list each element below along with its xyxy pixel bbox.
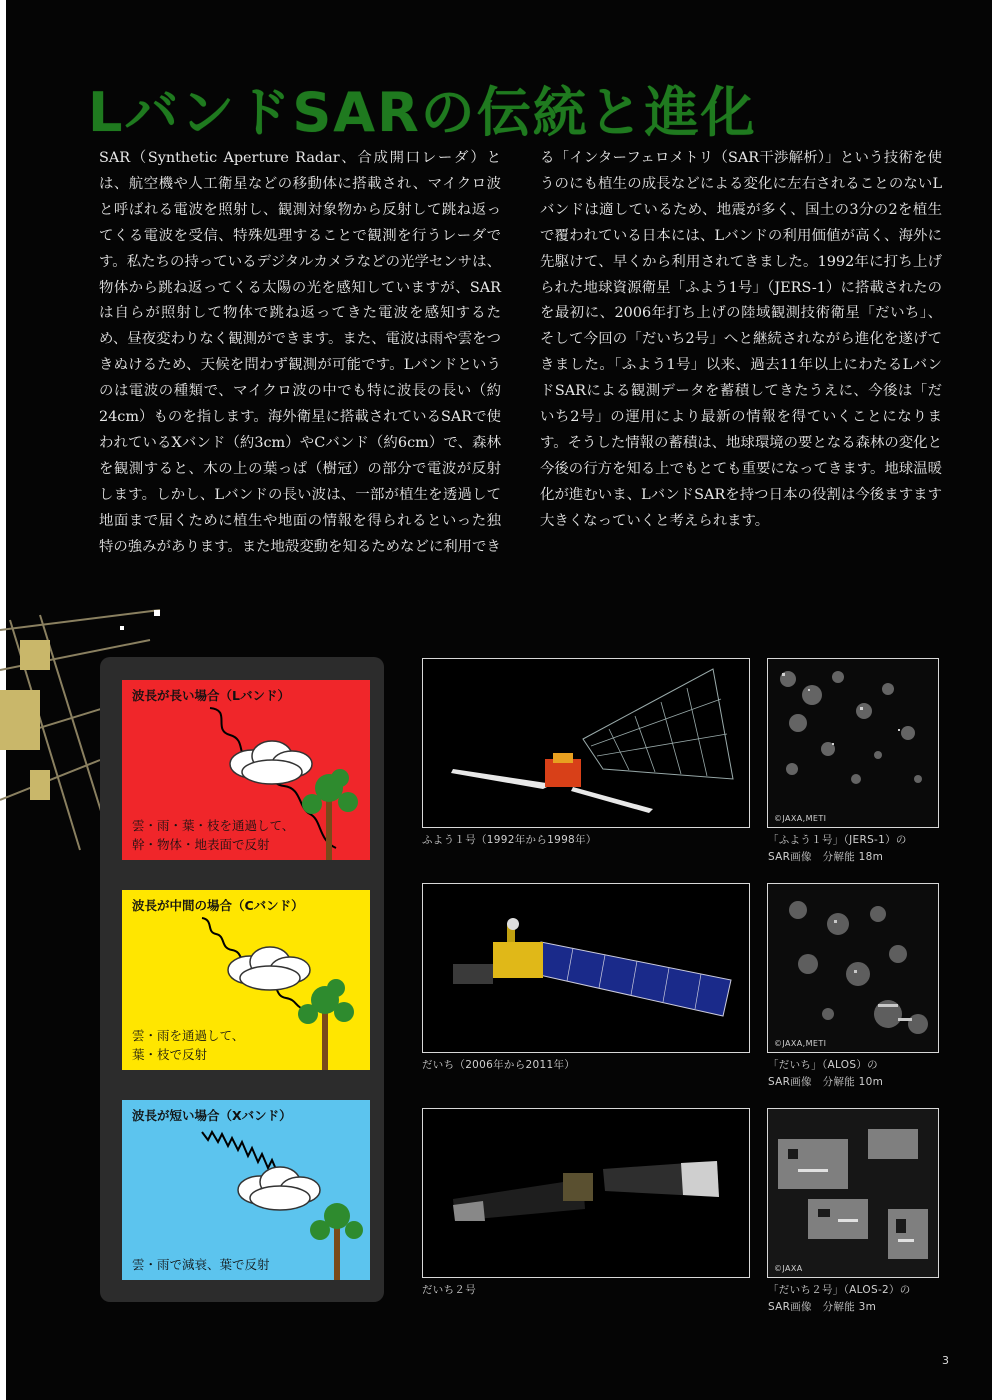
fuyo-1-satellite-image [422,658,750,828]
l-band-desc-line1: 雲・雨・葉・枝を通過して、 [132,818,295,833]
page-number: 3 [942,1354,949,1367]
daichi-satellite-illustration [423,884,749,1052]
page-title: LバンドSARの伝統と進化 [88,81,757,144]
band-diagram-panel [100,657,384,1302]
l-band-diagram [122,680,370,860]
daichi-2-sar-caption [768,1282,911,1316]
body-text-left-column: SAR（Synthetic Aperture Radar、合成開口レーダ）とは、航空機や人工衛星などの移動体に搭載され、マイクロ波と呼ばれる電波を照射し、観測対象物から反射して跳ね返ってくる電波を受信、特殊処理することで観測を行うレーダです。私たちの持っているデジタルカメラなどの光学センサは、物体から跳ね返ってくる太陽の光を感知していますが、SARは自らが照射して物体で跳ね返ってきた電波を感知するため、昼夜変わりなく観測ができます。また、電波は雨や雲をつきぬけるため、天候を問わず観測が可能です。Lバンドというのは電波の種類で、マイクロ波の中でも特に波長の長い（約24cm）ものを指します。海外衛星に搭載されているSARで使われているXバンド（約3cm）やCバンド（約6cm）で、森林を観測すると、木の上の葉っぱ（樹冠）の部分で電波が反射します。しかし、Lバンドの長い波は、一部が植生を透過して地面まで届くために植生や地面の情報を得られるといった独特の強みがあります。また地殻変動を知るためなどに利用でき [99,150,501,555]
daichi-sar-caption [768,1057,883,1091]
tree-icon [298,979,354,1070]
c-band-desc-line1: 雲・雨を通過して、 [132,1028,245,1043]
daichi-2-sar-image [767,1108,939,1278]
fuyo-1-sar-image [767,658,939,828]
x-band-description [132,1255,270,1274]
daichi-sar-caption-line2: SAR画像 分解能 10m [768,1076,884,1088]
fuyo-1-satellite-illustration [423,659,749,827]
cloud-icon [230,741,312,784]
x-band-desc-line1: 雲・雨で減衰、葉で反射 [132,1257,270,1272]
daichi-sar-texture [768,884,938,1052]
c-band-desc-line2: 葉・枝で反射 [132,1047,208,1062]
c-band-description [132,1026,244,1064]
daichi-2-sar-credit: ©JAXA [774,1264,803,1273]
l-band-desc-line2: 幹・物体・地表面で反射 [132,837,270,852]
x-band-illustration [122,1100,370,1280]
short-wave [202,1132,282,1174]
tree-icon [310,1203,363,1280]
daichi-sar-credit: ©JAXA,METI [774,1039,827,1048]
daichi-sar-caption-line1: 「だいち」（ALOS）の [768,1059,878,1071]
fuyo-1-sar-credit: ©JAXA,METI [774,814,827,823]
x-band-heading: 波長が短い場合（Xバンド） [132,1108,292,1123]
l-band-description [132,816,294,854]
daichi-2-satellite-image [422,1108,750,1278]
cloud-icon [238,1167,320,1210]
daichi-caption: だいち（2006年から2011年） [422,1059,576,1071]
daichi-2-sar-texture [768,1109,938,1277]
daichi-sar-image [767,883,939,1053]
fuyo-1-caption: ふよう１号（1992年から1998年） [422,834,597,846]
fuyo-1-sar-caption-line1: 「ふよう１号」（JERS-1）の [768,834,907,846]
fuyo-1-sar-caption [768,832,907,866]
x-band-diagram [122,1100,370,1280]
daichi-2-sar-caption-line2: SAR画像 分解能 3m [768,1301,877,1313]
daichi-2-sar-caption-line1: 「だいち２号」（ALOS-2）の [768,1284,911,1296]
cloud-icon [228,947,310,990]
fuyo-1-sar-caption-line2: SAR画像 分解能 18m [768,851,884,863]
c-band-diagram [122,890,370,1070]
l-band-heading: 波長が長い場合（Lバンド） [132,688,290,703]
fuyo-1-sar-texture [768,659,938,827]
daichi-satellite-image [422,883,750,1053]
c-band-heading: 波長が中間の場合（Cバンド） [132,898,304,913]
body-text-right-column: る「インターフェロメトリ（SAR干渉解析）」という技術を使うのにも植生の成長などによる変化に左右されることのないLバンドは適しているため、地震が多く、国土の3分の2を植生で覆われている日本には、Lバンドの利用価値が高く、海外に先駆けて、早くから利用されてきました。1992年に打ち上げられた地球資源衛星「ふよう1号」（JERS-1）に搭載されたのを最初に、2006年打ち上げの陸域観測技術衛星「だいち」、そして今回の「だいち2号」へと継続されながら進化を遂げてきました。「ふよう1号」以来、過去11年以上にわたるLバンドSARによる観測データを蓄積してきたうえに、今後は「だいち2号」の運用により最新の情報を得ていくことになります。そうした情報の蓄積は、地球環境の要となる森林の変化と今後の行方を知る上でもとても重要になってきます。地球温暖化が進むいま、LバンドSARを持つ日本の役割は今後ますます大きくなっていくと考えられます。 [540,150,942,529]
daichi-2-satellite-illustration [423,1109,749,1277]
daichi-2-caption: だいち２号 [422,1284,476,1296]
